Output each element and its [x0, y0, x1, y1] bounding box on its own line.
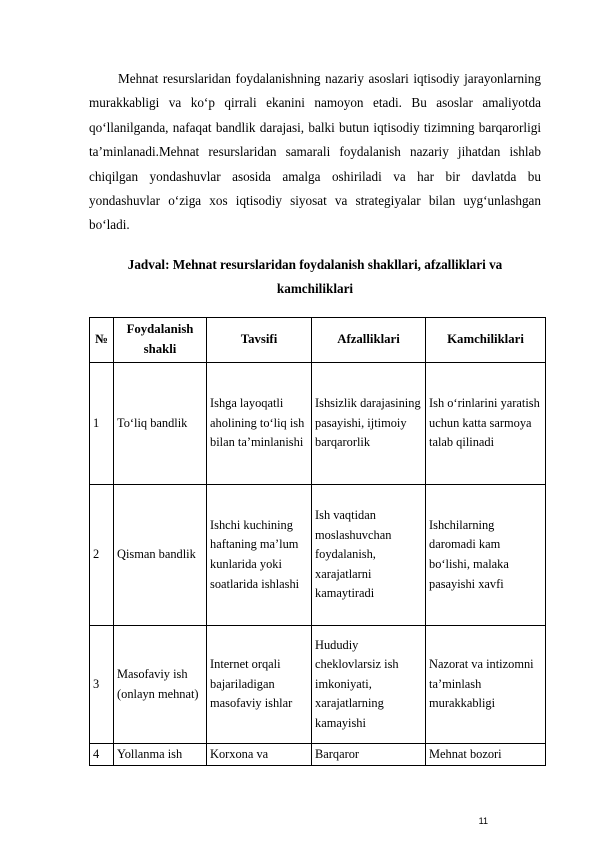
cell-description: Ishga layoqatli aholining to‘liq ish bilan ta’minlanishi: [207, 363, 312, 485]
cell-form: Yollanma ish: [114, 744, 207, 766]
cell-advantages: Ishsizlik darajasining pasayishi, ijtimoiy barqarorlik: [312, 363, 426, 485]
table-row: [90, 485, 546, 626]
table-title: Jadval: Mehnat resurslaridan foydalanish shakllari, afzalliklari va kamchiliklari: [127, 257, 503, 296]
cell-disadvantages: Nazorat va intizomni ta’minlash murakkabligi: [426, 626, 546, 744]
table-row: [90, 626, 546, 744]
cell-form: To‘liq bandlik: [114, 363, 207, 485]
body-paragraph: Mehnat resurslaridan foydalanishning nazariy asoslari iqtisodiy jarayonlarning murakkabligi va ko‘p qirrali ekanini namoyon etadi. Bu asoslar amaliyotda qo‘llanilganda, nafaqat bandlik darajasi, balki butun iqtisodiy tizimning barqarorligi ta’minlanadi.Mehnat resurslaridan samarali foydalanish nazariy jihatdan ishlab chiqilgan yondashuvlar asosida amalga oshiriladi va har bir davlatda bu yondashuvlar o‘ziga xos iqtisodiy siyosat va strategiyalar bilan uyg‘unlashgan bo‘ladi.: [89, 71, 541, 233]
header-disadvantages: Kamchiliklari: [426, 318, 546, 363]
cell-disadvantages: Mehnat bozori: [426, 744, 546, 766]
table-row: [90, 363, 546, 485]
table-row: [90, 744, 546, 766]
cell-number: 1: [90, 363, 114, 485]
cell-advantages: Hududiy cheklovlarsiz ish imkoniyati, xarajatlarning kamayishi: [312, 626, 426, 744]
cell-advantages: Barqaror: [312, 744, 426, 766]
cell-form: Qisman bandlik: [114, 485, 207, 626]
cell-description: Ishchi kuchining haftaning ma’lum kunlarida yoki soatlarida ishlashi: [207, 485, 312, 626]
resource-usage-table: [89, 317, 546, 766]
header-advantages: Afzalliklari: [312, 318, 426, 363]
table-header-row: [90, 318, 546, 363]
header-description: Tavsifi: [207, 318, 312, 363]
cell-disadvantages: Ish o‘rinlarini yaratish uchun katta sarmoya talab qilinadi: [426, 363, 546, 485]
cell-description: Internet orqali bajariladigan masofaviy ishlar: [207, 626, 312, 744]
page-number: 11: [478, 816, 488, 826]
cell-number: 3: [90, 626, 114, 744]
cell-number: 4: [90, 744, 114, 766]
header-number: №: [90, 318, 114, 363]
cell-disadvantages: Ishchilarning daromadi kam bo‘lishi, malaka pasayishi xavfi: [426, 485, 546, 626]
cell-form: Masofaviy ish (onlayn mehnat): [114, 626, 207, 744]
cell-description: Korxona va: [207, 744, 312, 766]
header-form: Foydalanish shakli: [114, 318, 207, 363]
cell-number: 2: [90, 485, 114, 626]
cell-advantages: Ish vaqtidan moslashuvchan foydalanish, xarajatlarni kamaytiradi: [312, 485, 426, 626]
